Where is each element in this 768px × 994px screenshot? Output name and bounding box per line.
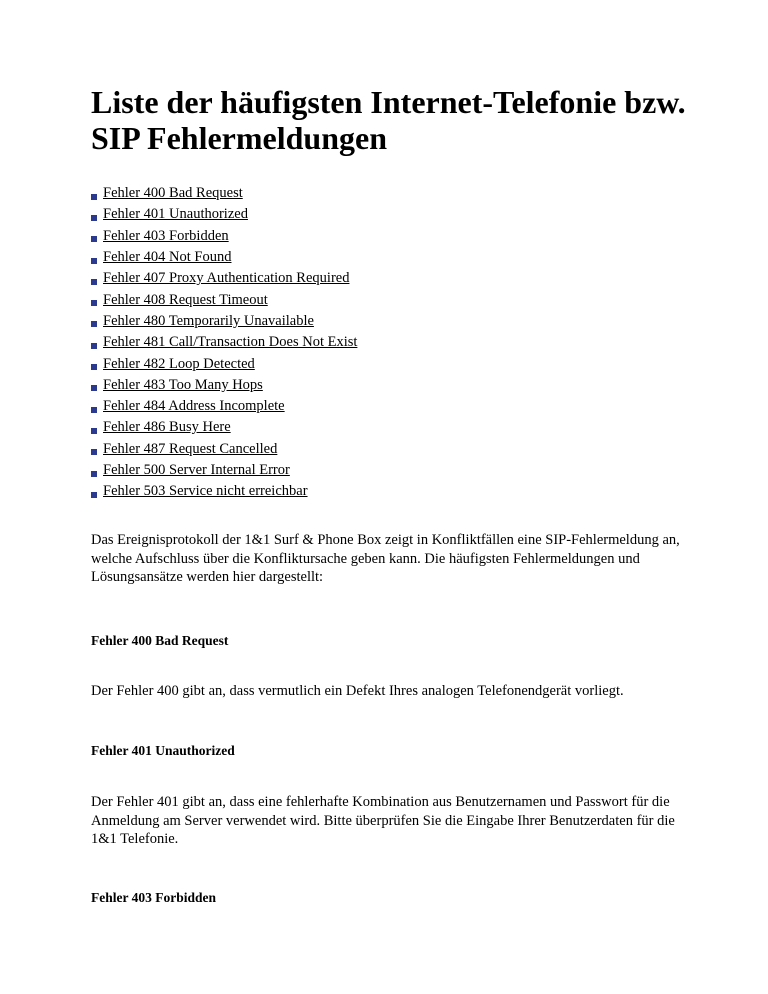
list-item: [91, 481, 357, 502]
toc-link[interactable]: Fehler 487 Request Cancelled: [103, 440, 278, 457]
list-item: [91, 396, 357, 417]
section-text-400: Der Fehler 400 gibt an, dass vermutlich ein Defekt Ihres analogen Telefonendgerät vorliegt.: [91, 683, 624, 699]
toc-link[interactable]: Fehler 403 Forbidden: [103, 227, 229, 244]
toc-link[interactable]: Fehler 500 Server Internal Error: [103, 462, 290, 478]
bullet-icon: [91, 258, 97, 264]
list-item: [91, 353, 357, 374]
bullet-icon: [91, 300, 97, 306]
list-item: [91, 311, 357, 332]
bullet-icon: [91, 492, 97, 498]
toc-link[interactable]: Fehler 484 Address Incomplete: [103, 398, 285, 415]
list-item: [91, 183, 357, 204]
page-title: Liste der häufigsten Internet-Telefonie bzw. SIP Fehlermeldungen: [91, 84, 686, 156]
list-item: [91, 332, 357, 353]
intro-paragraph: Das Ereignisprotokoll der 1&1 Surf & Phone Box zeigt in Konfliktfällen eine SIP-Fehlermeldung an, welche Aufschluss über die Konfliktursache geben kann. Die häufigsten Fehlermeldungen und Lösungsansätze werden hier dargestellt:: [91, 532, 680, 585]
bullet-icon: [91, 428, 97, 434]
toc-link[interactable]: Fehler 486 Busy Here: [103, 419, 231, 436]
list-item: [91, 439, 357, 460]
toc-link[interactable]: Fehler 503 Service nicht erreichbar: [103, 483, 308, 500]
list-item: [91, 204, 357, 225]
bullet-icon: [91, 236, 97, 242]
error-link-list: [91, 183, 357, 502]
section-heading-400: Fehler 400 Bad Request: [91, 633, 229, 648]
bullet-icon: [91, 407, 97, 413]
bullet-icon: [91, 385, 97, 391]
toc-link[interactable]: Fehler 481 Call/Transaction Does Not Exist: [103, 334, 358, 351]
section-heading-403: Fehler 403 Forbidden: [91, 890, 217, 905]
list-item: [91, 289, 357, 310]
bullet-icon: [91, 471, 97, 477]
bullet-icon: [91, 194, 97, 200]
toc-link[interactable]: Fehler 401 Unauthorized: [103, 206, 248, 223]
toc-link[interactable]: Fehler 404 Not Found: [103, 249, 232, 266]
toc-link[interactable]: Fehler 407 Proxy Authentication Required: [103, 270, 350, 287]
list-item: [91, 460, 357, 481]
list-item: [91, 375, 357, 396]
toc-link[interactable]: Fehler 482 Loop Detected: [103, 355, 255, 372]
toc-link[interactable]: Fehler 408 Request Timeout: [103, 291, 268, 308]
bullet-icon: [91, 321, 97, 327]
list-item: [91, 247, 357, 268]
toc-link[interactable]: Fehler 483 Too Many Hops: [103, 376, 263, 393]
bullet-icon: [91, 279, 97, 285]
toc-link[interactable]: Fehler 480 Temporarily Unavailable: [103, 312, 314, 329]
list-item: [91, 226, 357, 247]
bullet-icon: [91, 343, 97, 349]
bullet-icon: [91, 364, 97, 370]
list-item: [91, 417, 357, 438]
bullet-icon: [91, 215, 97, 221]
list-item: [91, 268, 357, 289]
section-heading-401: Fehler 401 Unauthorized: [91, 743, 235, 758]
bullet-icon: [91, 449, 97, 455]
toc-link[interactable]: Fehler 400 Bad Request: [103, 185, 243, 202]
section-text-401: Der Fehler 401 gibt an, dass eine fehlerhafte Kombination aus Benutzernamen und Passwort für die Anmeldung am Server verwendet wird. Bitte überprüfen Sie die Eingabe Ihrer Benutzerdaten für die 1&1 Telefonie.: [91, 794, 675, 847]
